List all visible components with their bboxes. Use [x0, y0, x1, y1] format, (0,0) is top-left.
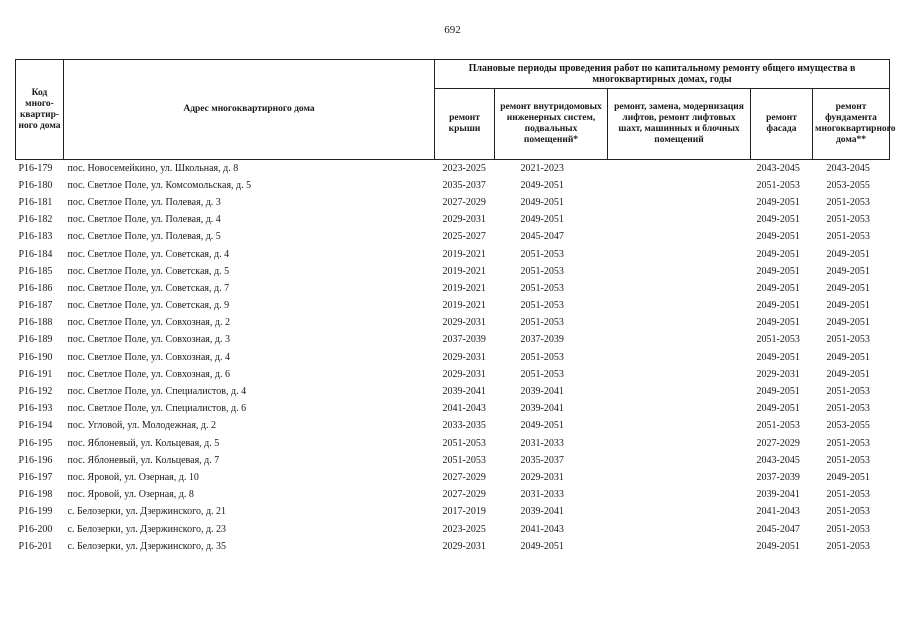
cell-foundation-period: 2049-2051	[826, 368, 870, 380]
table-row	[16, 332, 890, 349]
cell-roof-period: 2027-2029	[442, 489, 486, 501]
cell-address: с. Белозерки, ул. Дзержинского, д. 23	[67, 523, 227, 535]
cell-facade-period: 2049-2051	[756, 282, 800, 294]
cell-code: Р16-193	[18, 403, 53, 415]
cell-roof-period: 2029-2031	[442, 368, 486, 380]
cell-roof-period: 2051-2053	[442, 454, 486, 466]
cell-roof-period: 2039-2041	[442, 386, 486, 398]
cell-address: пос. Светлое Поле, ул. Советская, д. 5	[67, 265, 230, 277]
table-row	[16, 349, 890, 366]
cell-foundation-period: 2051-2053	[826, 454, 870, 466]
cell-foundation-period: 2051-2053	[826, 489, 870, 501]
table-row	[16, 160, 890, 178]
cell-roof-period: 2019-2021	[442, 282, 486, 294]
cell-code: Р16-201	[18, 540, 53, 552]
cell-engineering-period: 2029-2031	[520, 471, 564, 483]
cell-roof-period: 2027-2029	[442, 196, 486, 208]
cell-roof-period: 2041-2043	[442, 403, 486, 415]
cell-engineering-period: 2049-2051	[520, 420, 564, 432]
cell-address: пос. Яблоневый, ул. Кольцевая, д. 7	[67, 454, 220, 466]
cell-engineering-period: 2051-2053	[520, 265, 564, 277]
cell-facade-period: 2049-2051	[756, 248, 800, 260]
table-row	[16, 366, 890, 383]
cell-lifts-period	[608, 177, 751, 194]
cell-facade-period: 2041-2043	[756, 506, 800, 518]
table-row	[16, 452, 890, 469]
table-row	[16, 298, 890, 315]
cell-facade-period: 2049-2051	[756, 386, 800, 398]
cell-address: пос. Светлое Поле, ул. Полевая, д. 3	[67, 196, 221, 208]
cell-lifts-period	[608, 504, 751, 521]
cell-lifts-period	[608, 229, 751, 246]
cell-facade-period: 2049-2051	[756, 265, 800, 277]
cell-roof-period: 2033-2035	[442, 420, 486, 432]
table-row	[16, 212, 890, 229]
cell-code: Р16-198	[18, 489, 53, 501]
cell-facade-period: 2045-2047	[756, 523, 800, 535]
cell-address: пос. Новосемейкино, ул. Школьная, д. 8	[64, 160, 435, 178]
table-row	[16, 469, 890, 486]
cell-engineering-period: 2051-2053	[520, 351, 564, 363]
cell-address: с. Белозерки, ул. Дзержинского, д. 35	[67, 540, 227, 552]
cell-address: пос. Угловой, ул. Молодежная, д. 2	[67, 420, 217, 432]
page-number: 692	[444, 24, 461, 36]
cell-foundation-period: 2051-2053	[826, 540, 870, 552]
cell-roof-period: 2027-2029	[442, 471, 486, 483]
cell-lifts-period	[608, 160, 751, 178]
cell-lifts-period	[608, 263, 751, 280]
cell-address: пос. Светлое Поле, ул. Совхозная, д. 3	[67, 334, 230, 346]
cell-facade-period: 2049-2051	[756, 351, 800, 363]
cell-address: пос. Яровой, ул. Озерная, д. 10	[67, 471, 199, 483]
cell-roof-period: 2035-2037	[442, 179, 486, 191]
capital-repair-table	[15, 59, 896, 555]
cell-lifts-period	[608, 315, 751, 332]
cell-code: Р16-192	[18, 386, 53, 398]
cell-code: Р16-184	[18, 248, 53, 260]
cell-foundation-period: 2051-2053	[826, 403, 870, 415]
cell-engineering-period: 2039-2041	[520, 403, 564, 415]
cell-code: Р16-199	[18, 506, 53, 518]
cell-address: пос. Светлое Поле, ул. Советская, д. 7	[67, 282, 230, 294]
cell-address: с. Белозерки, ул. Дзержинского, д. 21	[67, 506, 227, 518]
cell-address: пос. Светлое Поле, ул. Советская, д. 4	[67, 248, 230, 260]
cell-foundation-period: 2051-2053	[826, 231, 870, 243]
cell-address: пос. Светлое Поле, ул. Специалистов, д. 6	[67, 403, 247, 415]
cell-roof-period: 2025-2027	[442, 231, 486, 243]
cell-facade-period: 2049-2051	[756, 196, 800, 208]
cell-code: Р16-185	[18, 265, 53, 277]
cell-code: Р16-194	[18, 420, 53, 432]
cell-address: пос. Светлое Поле, ул. Советская, д. 9	[67, 300, 230, 312]
cell-engineering-period: 2037-2039	[520, 334, 564, 346]
cell-lifts-period	[608, 469, 751, 486]
cell-code: Р16-200	[18, 523, 53, 535]
cell-foundation-period: 2051-2053	[826, 437, 870, 449]
table-row	[16, 538, 890, 555]
cell-roof-period: 2037-2039	[442, 334, 486, 346]
cell-roof-period: 2029-2031	[442, 351, 486, 363]
table-row	[16, 504, 890, 521]
cell-code: Р16-181	[18, 196, 53, 208]
cell-engineering-period: 2039-2041	[520, 386, 564, 398]
cell-roof-period: 2019-2021	[442, 248, 486, 260]
cell-address: пос. Яблоневый, ул. Кольцевая, д. 5	[67, 437, 220, 449]
cell-foundation-period: 2049-2051	[826, 317, 870, 329]
cell-roof-period: 2029-2031	[442, 540, 486, 552]
cell-code: Р16-186	[18, 282, 53, 294]
cell-foundation-period: 2049-2051	[826, 282, 870, 294]
table-row	[16, 418, 890, 435]
cell-lifts-period	[608, 298, 751, 315]
cell-facade-period: 2049-2051	[756, 403, 800, 415]
cell-lifts-period	[608, 366, 751, 383]
table-row	[16, 280, 890, 297]
table-header	[16, 60, 896, 160]
cell-lifts-period	[608, 538, 751, 555]
header-facade: ремонт фасада	[751, 89, 813, 160]
cell-engineering-period: 2051-2053	[520, 282, 564, 294]
cell-lifts-period	[608, 383, 751, 400]
cell-facade-period: 2043-2045	[756, 454, 800, 466]
cell-facade-period: 2049-2051	[756, 231, 800, 243]
cell-lifts-period	[608, 521, 751, 538]
cell-code: Р16-195	[18, 437, 53, 449]
cell-engineering-period: 2049-2051	[520, 196, 564, 208]
table-row	[16, 229, 890, 246]
cell-foundation-period: 2049-2051	[826, 351, 870, 363]
cell-foundation-period: 2051-2053	[826, 214, 870, 226]
cell-facade-period: 2027-2029	[756, 437, 800, 449]
cell-engineering-period: 2049-2051	[520, 214, 564, 226]
cell-lifts-period	[608, 280, 751, 297]
cell-lifts-period	[608, 349, 751, 366]
table-row	[16, 246, 890, 263]
cell-lifts-period	[608, 418, 751, 435]
cell-foundation-period: 2053-2055	[826, 420, 870, 432]
cell-roof-period: 2023-2025	[435, 160, 495, 178]
cell-code: Р16-182	[18, 214, 53, 226]
cell-engineering-period: 2049-2051	[520, 179, 564, 191]
cell-address: пос. Светлое Поле, ул. Полевая, д. 4	[67, 214, 221, 226]
cell-lifts-period	[608, 212, 751, 229]
cell-address: пос. Светлое Поле, ул. Совхозная, д. 2	[67, 317, 230, 329]
cell-engineering-period: 2021-2023	[495, 160, 608, 178]
cell-facade-period: 2049-2051	[756, 300, 800, 312]
cell-engineering-period: 2045-2047	[520, 231, 564, 243]
table-body	[16, 160, 890, 556]
cell-code: Р16-189	[18, 334, 53, 346]
header-roof: ремонт крыши	[435, 89, 495, 160]
cell-code: Р16-191	[18, 368, 53, 380]
cell-lifts-period	[608, 435, 751, 452]
capital-repair-table-container	[15, 59, 896, 555]
cell-facade-period: 2051-2053	[756, 179, 800, 191]
cell-foundation-period: 2043-2045	[813, 160, 890, 178]
cell-foundation-period: 2053-2055	[826, 179, 870, 191]
cell-roof-period: 2023-2025	[442, 523, 486, 535]
cell-code: Р16-197	[18, 471, 53, 483]
cell-engineering-period: 2051-2053	[520, 317, 564, 329]
cell-code: Р16-188	[18, 317, 53, 329]
cell-lifts-period	[608, 452, 751, 469]
header-lifts: ремонт, замена, модернизация лифтов, ремонт лифтовых шахт, машинных и блочных помещений	[608, 89, 751, 160]
cell-lifts-period	[608, 246, 751, 263]
cell-code: Р16-187	[18, 300, 53, 312]
header-code: Код много-квартир-ного дома	[16, 60, 64, 160]
table-row	[16, 435, 890, 452]
cell-foundation-period: 2049-2051	[826, 248, 870, 260]
table-row	[16, 521, 890, 538]
cell-foundation-period: 2051-2053	[826, 196, 870, 208]
table-row	[16, 383, 890, 400]
cell-engineering-period: 2049-2051	[520, 540, 564, 552]
header-engineering: ремонт внутридомовых инженерных систем, подвальных помещений*	[495, 89, 608, 160]
cell-foundation-period: 2049-2051	[826, 265, 870, 277]
cell-address: пос. Светлое Поле, ул. Совхозная, д. 6	[67, 368, 230, 380]
cell-address: пос. Светлое Поле, ул. Комсомольская, д. 5	[67, 179, 252, 191]
cell-roof-period: 2019-2021	[442, 300, 486, 312]
cell-code: Р16-196	[18, 454, 53, 466]
cell-code: Р16-183	[18, 231, 53, 243]
cell-engineering-period: 2051-2053	[520, 368, 564, 380]
cell-roof-period: 2051-2053	[442, 437, 486, 449]
cell-lifts-period	[608, 332, 751, 349]
cell-lifts-period	[608, 487, 751, 504]
cell-engineering-period: 2051-2053	[520, 300, 564, 312]
cell-foundation-period: 2049-2051	[826, 300, 870, 312]
cell-address: пос. Светлое Поле, ул. Специалистов, д. 4	[67, 386, 247, 398]
cell-engineering-period: 2035-2037	[520, 454, 564, 466]
cell-foundation-period: 2049-2051	[826, 471, 870, 483]
header-work-periods-group: Плановые периоды проведения работ по капитальному ремонту общего имущества в многоквартирных домах, годы	[435, 60, 890, 89]
cell-facade-period: 2051-2053	[756, 334, 800, 346]
cell-foundation-period: 2051-2053	[826, 334, 870, 346]
cell-engineering-period: 2051-2053	[520, 248, 564, 260]
cell-roof-period: 2019-2021	[442, 265, 486, 277]
cell-address: пос. Яровой, ул. Озерная, д. 8	[67, 489, 194, 501]
table-row	[16, 487, 890, 504]
cell-engineering-period: 2041-2043	[520, 523, 564, 535]
cell-engineering-period: 2031-2033	[520, 489, 564, 501]
header-foundation: ремонт фундамента многоквартирного дома**	[813, 89, 890, 160]
cell-roof-period: 2029-2031	[442, 214, 486, 226]
cell-engineering-period: 2031-2033	[520, 437, 564, 449]
cell-lifts-period	[608, 401, 751, 418]
cell-code: Р16-179	[16, 160, 64, 178]
table-row	[16, 177, 890, 194]
cell-address: пос. Светлое Поле, ул. Полевая, д. 5	[67, 231, 221, 243]
cell-facade-period: 2039-2041	[756, 489, 800, 501]
cell-facade-period: 2043-2045	[751, 160, 813, 178]
cell-lifts-period	[608, 194, 751, 211]
table-row	[16, 194, 890, 211]
cell-roof-period: 2029-2031	[442, 317, 486, 329]
cell-code: Р16-180	[18, 179, 53, 191]
cell-foundation-period: 2051-2053	[826, 506, 870, 518]
cell-foundation-period: 2051-2053	[826, 386, 870, 398]
cell-address: пос. Светлое Поле, ул. Совхозная, д. 4	[67, 351, 230, 363]
cell-foundation-period: 2051-2053	[826, 523, 870, 535]
cell-code: Р16-190	[18, 351, 53, 363]
cell-facade-period: 2037-2039	[756, 471, 800, 483]
cell-facade-period: 2049-2051	[756, 317, 800, 329]
cell-facade-period: 2049-2051	[756, 214, 800, 226]
cell-facade-period: 2029-2031	[756, 368, 800, 380]
cell-facade-period: 2051-2053	[756, 420, 800, 432]
cell-roof-period: 2017-2019	[442, 506, 486, 518]
table-row	[16, 263, 890, 280]
table-row	[16, 315, 890, 332]
table-row	[16, 401, 890, 418]
cell-engineering-period: 2039-2041	[520, 506, 564, 518]
header-address: Адрес многоквартирного дома	[64, 60, 435, 160]
cell-facade-period: 2049-2051	[756, 540, 800, 552]
